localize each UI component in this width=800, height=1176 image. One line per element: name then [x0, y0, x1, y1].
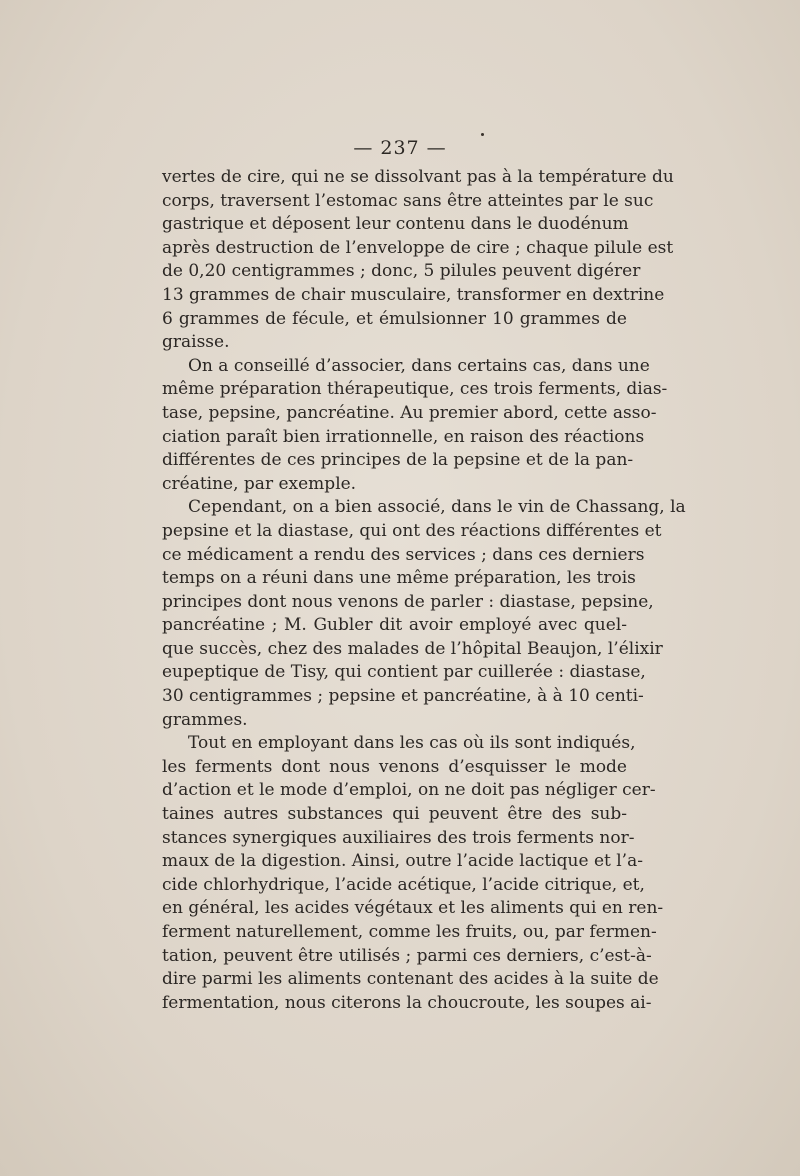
text-line: temps on a réuni dans une même préparation, les trois [162, 568, 636, 589]
text-line: pepsine et la diastase, qui ont des réactions différentes et [162, 520, 662, 541]
text-line: après destruction de l’enveloppe de cire ; chaque pilule est [162, 237, 674, 258]
text-line: grammes. [162, 709, 248, 730]
text-line: ferment naturellement, comme les fruits, ou, par fermen- [162, 922, 657, 942]
text-line: gastrique et déposent leur contenu dans le duodénum [162, 214, 629, 235]
paragraph [162, 732, 664, 1015]
text-line: cide chlorhydrique, l’acide acétique, l’acide citrique, et, [162, 874, 645, 895]
text-line: différentes de ces principes de la pepsine et de la pan- [162, 450, 634, 471]
text-line: Tout en employant dans les cas où ils sont indiqués, [188, 733, 636, 754]
text-line: de 0,20 centigrammes ; donc, 5 pilules peuvent digérer [162, 261, 641, 282]
page-number: — 237 — [353, 137, 447, 159]
text-line: en général, les acides végétaux et les aliments qui en ren- [162, 898, 664, 919]
text-line: 6 grammes de fécule, et émulsionner 10 grammes de [162, 308, 627, 329]
text-line: fermentation, nous citerons la choucroute, les soupes ai- [162, 992, 652, 1013]
text-line: d’action et le mode d’emploi, on ne doit pas négliger cer- [162, 780, 656, 801]
text-line: 13 grammes de chair musculaire, transformer en dextrine [162, 284, 665, 305]
text-line: créatine, par exemple. [162, 473, 357, 494]
paragraph [162, 166, 674, 355]
text-line: dire parmi les aliments contenant des acides à la suite de [162, 969, 659, 990]
text-line: principes dont nous venons de parler : diastase, pepsine, [162, 591, 654, 612]
text-line: 30 centigrammes ; pepsine et pancréatine, à à 10 centi- [162, 686, 644, 707]
paragraph [162, 496, 686, 732]
text-line: que succès, chez des malades de l’hôpital Beaujon, l’élixir [162, 638, 663, 659]
ink-speck [481, 133, 484, 136]
text-line: les ferments dont nous venons d’esquisser le mode [162, 756, 627, 777]
text-line: taines autres substances qui peuvent être des sub- [162, 804, 627, 825]
text-line: corps, traversent l’estomac sans être atteintes par le suc [162, 190, 654, 211]
text-line: stances synergiques auxiliaires des trois ferments nor- [162, 827, 635, 848]
text-line: eupeptique de Tisy, qui contient par cuillerée : diastase, [162, 662, 646, 683]
text-line: tation, peuvent être utilisés ; parmi ces derniers, c’est-à- [162, 945, 652, 966]
text-line: même préparation thérapeutique, ces trois ferments, dias- [162, 379, 668, 400]
text-line: ciation paraît bien irrationnelle, en raison des réactions [162, 426, 645, 447]
text-line: On a conseillé d’associer, dans certains cas, dans une [188, 355, 650, 376]
body-text [162, 166, 686, 1015]
text-line: graisse. [162, 332, 230, 353]
text-line: ce médicament a rendu des services ; dans ces derniers [162, 544, 645, 565]
text-line: maux de la digestion. Ainsi, outre l’acide lactique et l’a- [162, 851, 643, 872]
text-line: Cependant, on a bien associé, dans le vin de Chassang, la [188, 497, 686, 518]
text-line: vertes de cire, qui ne se dissolvant pas à la température du [162, 167, 674, 187]
text-line: tase, pepsine, pancréatine. Au premier abord, cette asso- [162, 402, 657, 423]
paragraph [162, 355, 668, 497]
text-line: pancréatine ; M. Gubler dit avoir employé avec quel- [162, 615, 627, 636]
